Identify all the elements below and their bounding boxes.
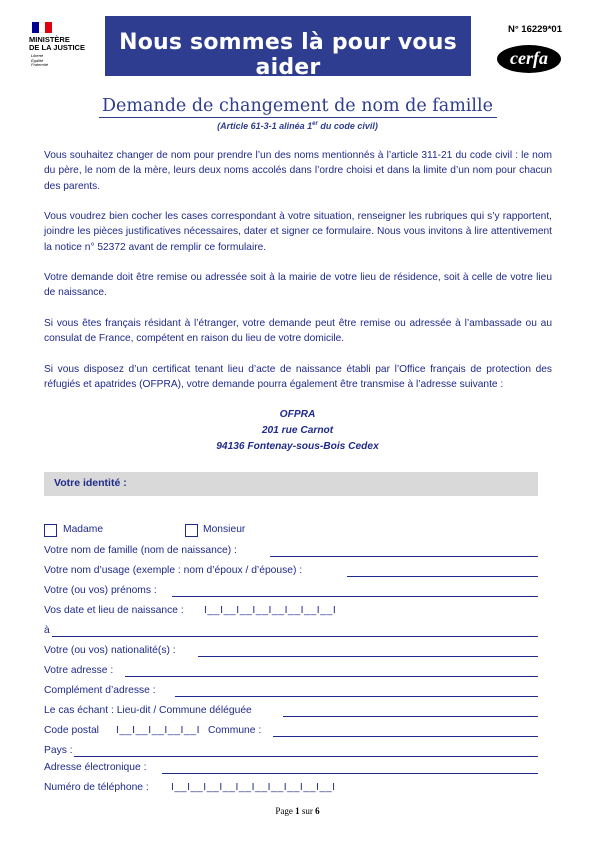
- intro-paragraph-2: Vous voudrez bien cocher les cases correspondant à votre situation, renseigner les rubriques qui s’y rapportent, joindre les pièces justificatives nécessaires, dater et signer ce formulaire. Nous vous invitons à lire attentivement la notice n° 52372 avant de remplir ce formulaire.: [44, 211, 552, 253]
- nom-famille-label: Votre nom de famille (nom de naissance) :: [44, 545, 237, 556]
- page-number: Page 1 sur 6: [275, 806, 320, 816]
- code-postal-label: Code postal: [44, 725, 99, 736]
- address-line-3: 94136 Fontenay-sous-Bois Cedex: [216, 441, 379, 452]
- cerfa-number: N° 16229*01: [508, 24, 562, 35]
- email-field[interactable]: [162, 773, 538, 774]
- monsieur-checkbox[interactable]: [185, 524, 198, 537]
- title-underline: [99, 117, 497, 118]
- telephone-boxes[interactable]: I__I__I__I__I__I__I__I__I__I__I: [171, 782, 336, 793]
- nom-usage-label: Votre nom d’usage (exemple : nom d’époux / d’épouse) :: [44, 565, 303, 576]
- pays-label: Pays :: [44, 745, 73, 756]
- lieu-dit-label: Le cas échant : Lieu-dit / Commune déléguée: [44, 705, 252, 716]
- cerfa-logo: cerfa: [497, 45, 561, 73]
- nationalite-label: Votre (ou vos) nationalité(s) :: [44, 645, 176, 656]
- complement-label: Complément d’adresse :: [44, 685, 156, 696]
- identity-section-label: Votre identité :: [54, 477, 127, 489]
- intro-paragraph-4: Si vous êtes français résidant à l’étranger, votre demande peut être remise ou adressée à l’ambassade ou au consulat de France, compétent en raison du lieu de votre domicile.: [44, 318, 552, 345]
- birth-date-boxes[interactable]: I__I__I__I__I__I__I__I__I: [204, 605, 337, 616]
- email-label: Adresse électronique :: [44, 762, 147, 773]
- code-postal-boxes[interactable]: I__I__I__I__I__I: [116, 725, 201, 736]
- header-banner: [105, 16, 471, 80]
- banner-title: Nous sommes là pour vous aider: [119, 30, 457, 80]
- french-flag-icon: [32, 22, 52, 33]
- ministry-name-line2: DE LA JUSTICE: [29, 43, 85, 52]
- madame-label: Madame: [63, 524, 104, 535]
- birth-place-label: à: [44, 625, 50, 636]
- ministry-name-line1: MINISTÈRE: [29, 35, 70, 44]
- adresse-label: Votre adresse :: [44, 665, 114, 676]
- telephone-label: Numéro de téléphone :: [44, 782, 149, 793]
- monsieur-label: Monsieur: [203, 524, 246, 535]
- intro-paragraph-5: Si vous disposez d’un certificat tenant lieu d’acte de naissance établi par l’Office français de protection des réfugiés et apatrides (OFPRA), votre demande pourra également être transmise à l’adresse suivante :: [44, 364, 552, 391]
- birth-place-field[interactable]: [52, 636, 538, 637]
- prenoms-label: Votre (ou vos) prénoms :: [44, 585, 157, 596]
- devise-liberte: Liberté: [31, 53, 44, 58]
- devise-fraternite: Fraternité: [31, 62, 49, 67]
- document-subtitle: (Article 61-3-1 alinéa 1er du code civil): [217, 121, 378, 131]
- prenoms-field[interactable]: [172, 596, 538, 597]
- nom-usage-field[interactable]: [347, 576, 538, 577]
- madame-checkbox[interactable]: [44, 524, 57, 537]
- identity-section-header: [44, 472, 538, 496]
- date-lieu-label: Vos date et lieu de naissance :: [44, 605, 184, 616]
- address-line-1: OFPRA: [279, 409, 316, 420]
- complement-field[interactable]: [175, 696, 538, 697]
- devise-egalite: Égalité: [31, 57, 44, 63]
- intro-paragraph-3: Votre demande doit être remise ou adressée soit à la mairie de votre lieu de résidence, soit à celle de votre lieu de naissance.: [44, 272, 552, 299]
- lieu-dit-field[interactable]: [283, 716, 538, 717]
- intro-paragraph-1: Vous souhaitez changer de nom pour prendre l’un des noms mentionnés à l’article 311-21 du code civil : le nom du père, le nom de la mère, leurs deux noms accolés dans l’ordre choisi et dans la limite d’un nom pour chacun des parents.: [44, 150, 552, 192]
- document-title: Demande de changement de nom de famille: [102, 96, 493, 116]
- address-line-2: 201 rue Carnot: [261, 425, 334, 436]
- adresse-field[interactable]: [125, 676, 538, 677]
- nom-famille-field[interactable]: [270, 556, 538, 557]
- nationalite-field[interactable]: [198, 656, 538, 657]
- commune-field[interactable]: [273, 736, 538, 737]
- pays-field[interactable]: [74, 756, 538, 757]
- commune-label: Commune :: [208, 725, 262, 736]
